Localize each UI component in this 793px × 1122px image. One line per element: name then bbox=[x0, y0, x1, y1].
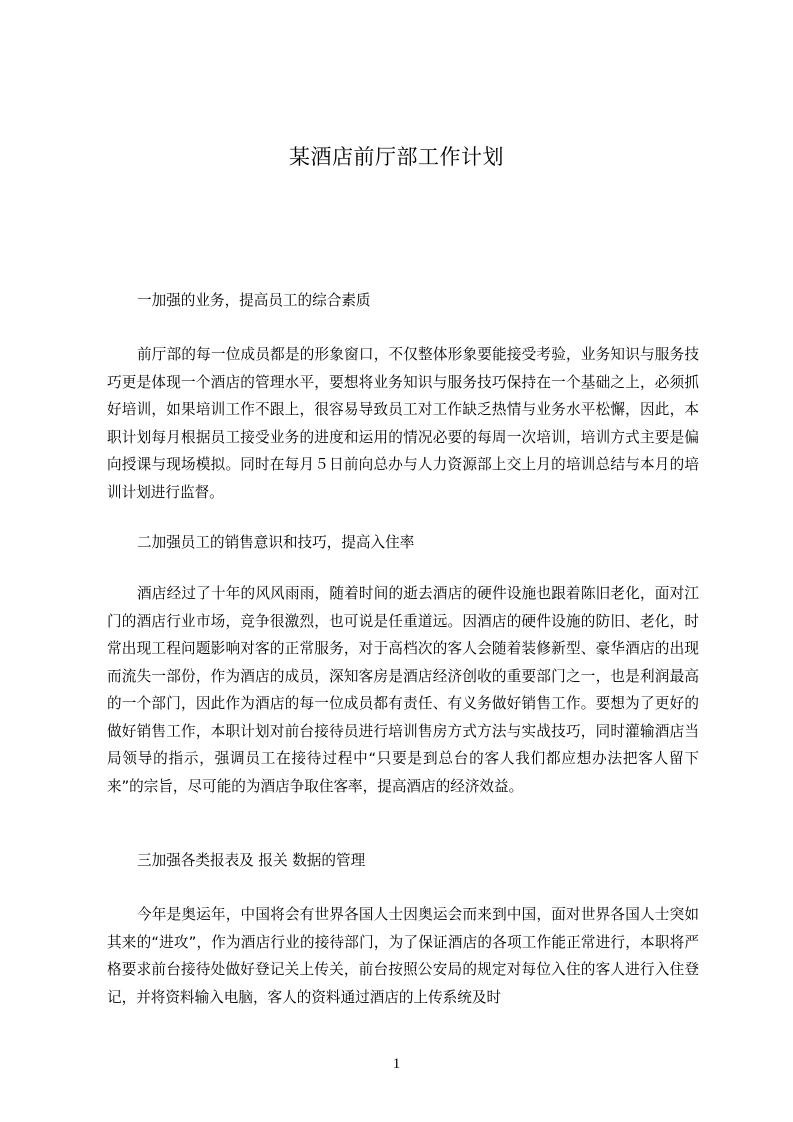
section-heading-2: 二加强员工的销售意识和技巧，提高入住率 bbox=[137, 534, 415, 551]
page-number: 1 bbox=[392, 1056, 401, 1072]
section-paragraph-3: 今年是奥运年，中国将会有世界各国人士因奥运会而来到中国，面对世界各国人士突如其来的“进攻”，作为酒店行业的接待部门，为了保证酒店的各项工作能正常进行，本职将严格要求前台接待处做好登记关上传关，前台按照公安局的规定对每位入住的客人进行入住登记，并将资料输入电脑，客人的资料通过酒店的上传系统及时 bbox=[107, 906, 699, 1006]
section-paragraph-1: 前厅部的每一位成员都是的形象窗口，不仅整体形象要能接受考验，业务知识与服务技巧更是体现一个酒店的管理水平，要想将业务知识与服务技巧保持在一个基础之上，必须抓好培训，如果培训工作不跟上，很容易导致员工对工作缺乏热情与业务水平松懈，因此，本职计划每月根据员工接受业务的进度和运用的情况必要的每周一次培训，培训方式主要是偏向授课与现场模拟。同时在每月５日前向总办与人力资源部上交上月的培训总结与本月的培训计划进行监督。 bbox=[107, 346, 699, 501]
document-title: 某酒店前厅部工作计划 bbox=[289, 145, 504, 169]
section-heading-3: 三加强各类报表及 报关 数据的管理 bbox=[137, 852, 366, 869]
section-paragraph-2: 酒店经过了十年的风风雨雨，随着时间的逝去酒店的硬件设施也跟着陈旧老化，面对江门的酒店行业市场，竞争很激烈，也可说是任重道远。因酒店的硬件设施的防旧、老化，时常出现工程问题影响对客的正常服务，对于高档次的客人会随着装修新型、豪华酒店的出现而流失一部份，作为酒店的成员，深知客房是酒店经济创收的重要部门之一，也是利润最高的一个部门，因此作为酒店的每一位成员都有责任、有义务做好销售工作。要想为了更好的做好销售工作，本职计划对前台接待员进行培训售房方式方法与实战技巧，同时灌输酒店当局领导的指示，强调员工在接待过程中“只要是到总台的客人我们都应想办法把客人留下来”的宗旨，尽可能的为酒店争取住客率，提高酒店的经济效益。 bbox=[107, 585, 699, 795]
section-heading-1: 一加强的业务，提高员工的综合素质 bbox=[137, 292, 371, 309]
